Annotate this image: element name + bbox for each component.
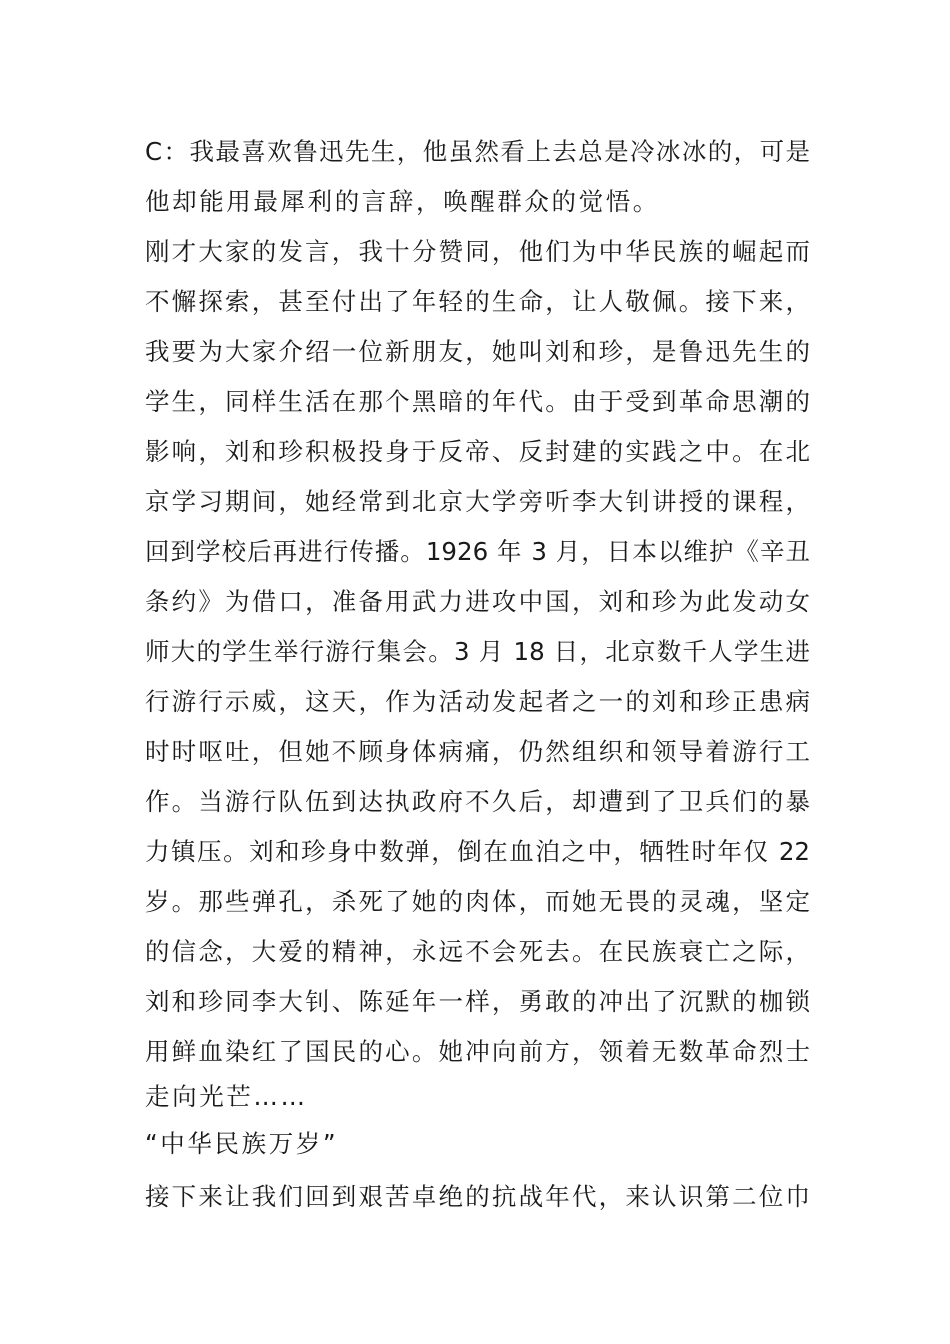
- text-line: 刘和珍同李大钊、陈延年一样，勇敢的冲出了沉默的枷锁: [145, 987, 810, 1016]
- text-line: 刚才大家的发言，我十分赞同，他们为中华民族的崛起而: [145, 237, 810, 266]
- text-line: 时时呕吐，但她不顾身体病痛，仍然组织和领导着游行工: [145, 737, 810, 766]
- text-line: 的信念，大爱的精神，永远不会死去。在民族衰亡之际，: [145, 937, 810, 966]
- text-line: 他却能用最犀利的言辞，唤醒群众的觉悟。: [145, 187, 660, 216]
- text-line: 学生，同样生活在那个黑暗的年代。由于受到革命思潮的: [145, 387, 810, 416]
- text-line: 条约》为借口，准备用武力进攻中国，刘和珍为此发动女: [145, 587, 810, 616]
- text-line: 不懈探索，甚至付出了年轻的生命，让人敬佩。接下来，: [145, 287, 810, 316]
- text-line: 接下来让我们回到艰苦卓绝的抗战年代，来认识第二位巾: [145, 1182, 810, 1211]
- text-line: 师大的学生举行游行集会。3 月 18 日，北京数千人学生进: [145, 637, 810, 666]
- text-line: 京学习期间，她经常到北京大学旁听李大钊讲授的课程，: [145, 487, 810, 516]
- text-line: 岁。那些弹孔，杀死了她的肉体，而她无畏的灵魂，坚定: [145, 887, 810, 916]
- text-line: 用鲜血染红了国民的心。她冲向前方，领着无数革命烈士: [145, 1037, 810, 1066]
- text-line: 我要为大家介绍一位新朋友，她叫刘和珍，是鲁迅先生的: [145, 337, 810, 366]
- text-line: 力镇压。刘和珍身中数弹，倒在血泊之中，牺牲时年仅 22: [145, 837, 810, 866]
- text-line: 影响，刘和珍积极投身于反帝、反封建的实践之中。在北: [145, 437, 810, 466]
- text-line: “中华民族万岁”: [145, 1129, 339, 1158]
- text-line: 回到学校后再进行传播。1926 年 3 月，日本以维护《辛丑: [145, 537, 810, 566]
- text-line: C：我最喜欢鲁迅先生，他虽然看上去总是冷冰冰的，可是: [145, 137, 810, 166]
- text-line: 作。当游行队伍到达执政府不久后，却遭到了卫兵们的暴: [145, 787, 810, 816]
- text-line: 行游行示威，这天，作为活动发起者之一的刘和珍正患病: [145, 687, 810, 716]
- text-line: 走向光芒……: [145, 1082, 308, 1111]
